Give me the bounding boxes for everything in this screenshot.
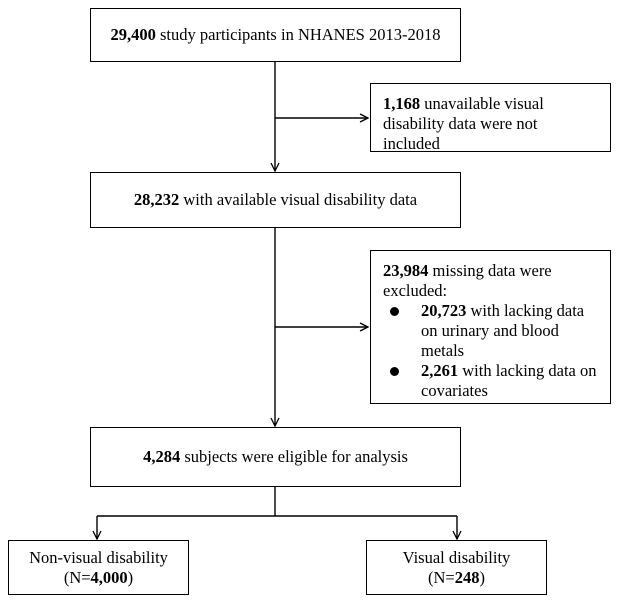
- missing-bullet-list: [383, 301, 598, 401]
- participants-count: 29,400: [110, 25, 156, 44]
- missing-count: 23,984: [383, 261, 429, 280]
- visual-n-suffix: ): [479, 567, 485, 587]
- bullet-dot-icon: [390, 367, 399, 376]
- unavailable-count: 1,168: [383, 94, 421, 113]
- missing-label: missing data were excluded:: [383, 261, 552, 300]
- metals-missing-label: with lacking data on urinary and blood metals: [421, 301, 585, 360]
- unavailable-label: unavailable visual disability data were not included: [383, 94, 544, 153]
- available-label: with available visual disability data: [179, 190, 418, 209]
- visual-label: Visual disability: [402, 547, 511, 567]
- available-box: [90, 172, 461, 228]
- nonvisual-n: [64, 568, 133, 588]
- participants-label: study participants in NHANES 2013-2018: [155, 25, 441, 44]
- covariates-missing-label: with lacking data on covariates: [421, 361, 597, 400]
- available-count: 28,232: [133, 190, 180, 209]
- visual-n-prefix: (N=: [428, 567, 455, 587]
- participants-box: [90, 8, 461, 62]
- nonvisual-n-prefix: (N=: [63, 567, 91, 587]
- participants-text: [111, 25, 441, 45]
- metals-missing-count: 20,723: [421, 301, 467, 320]
- nonvisual-n-value: 4,000: [90, 567, 128, 587]
- eligible-count: 4,284: [143, 447, 181, 466]
- eligible-label: subjects were eligible for analysis: [180, 447, 408, 466]
- nonvisual-box: [8, 540, 189, 595]
- visual-box: [366, 540, 547, 595]
- list-item: [383, 301, 598, 361]
- eligible-box: [90, 427, 461, 487]
- nonvisual-label: Non-visual disability: [29, 547, 168, 567]
- list-item: [383, 361, 598, 401]
- unavailable-box: [370, 83, 611, 152]
- bullet-dot-icon: [390, 307, 399, 316]
- eligible-text: [143, 447, 408, 467]
- visual-n-value: 248: [454, 567, 480, 587]
- available-text: [134, 190, 417, 210]
- covariates-missing-count: 2,261: [421, 361, 459, 380]
- missing-box: [370, 250, 611, 404]
- missing-header: [383, 261, 598, 301]
- nonvisual-n-suffix: ): [127, 567, 134, 587]
- visual-n: [428, 568, 485, 588]
